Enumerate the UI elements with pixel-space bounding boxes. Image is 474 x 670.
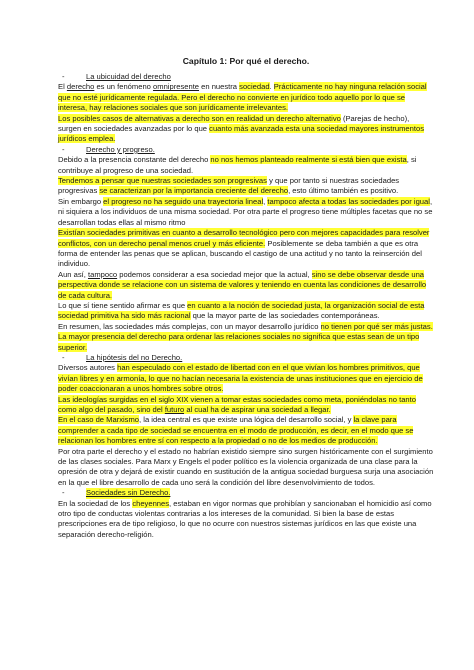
highlighted-text: Prácticamente no hay ninguna relación social que no esté jurídicamente regulada [58, 82, 427, 102]
paragraph [58, 301, 434, 322]
highlighted-text: Los posibles casos de alternativas a derecho son en realidad un derecho alternativo [58, 113, 341, 123]
chapter-title: Capítulo 1: Por qué el derecho. [182, 56, 310, 66]
highlighted-text: en cuanto a la noción de sociedad justa, la organización social de esta sociedad primitiva ha sido más racional [58, 300, 425, 321]
text-run: (Parejas de hecho), surgen en sociedades avanzadas por lo que [58, 113, 410, 134]
highlighted-text: . La mayor presencia del derecho para ordenar las relaciones sociales no significa que estas sean de un tipo superior. [58, 321, 433, 352]
document-body [58, 72, 434, 540]
text-run: En resumen, las sociedades más complejas, con un mayor desarrollo jurídico [58, 321, 321, 331]
section-heading-text: Derecho y progreso. [86, 144, 155, 154]
text-run: , [263, 196, 268, 206]
highlighted-text: sino se debe observar desde una perspectiva donde se relacione con un sistema de valores y teniendo en cuenta las condiciones de desarrollo de cada cultura. [58, 269, 427, 300]
paragraph [58, 415, 434, 446]
text-run: Aun así, [58, 269, 88, 279]
highlighted-text: sociedad [239, 82, 270, 92]
highlighted-text: cheyennes [132, 498, 170, 508]
text-run: , si contribuye al progreso de una sociedad. [58, 155, 417, 175]
text-run: en nuestra [199, 82, 240, 92]
section-heading-text: La ubicuidad del derecho [86, 72, 171, 81]
text-run: Por otra parte el derecho y el estado no habrían existido siempre sino surgen históricamente con el surgimiento de las clases sociales. Para Marx y Engels el poder político es la violencia organizada de una clase para la opresión de otra y dejará de existir cuando en sustitución de la antigua sociedad burguesa surja una asociación en la que el libre desarrollo de cada uno será la condición del libre desenvolvimiento de todos. [58, 446, 434, 487]
highlighted-text: En el caso de Marxismo [58, 415, 140, 425]
text-run: , ni siquiera a los individuos de una misma sociedad. Por otra parte el progreso tiene múltiples facetas que no se desarrollan todas ellas al mismo ritmo [58, 196, 433, 227]
list-dash: - [62, 72, 65, 81]
text-run: . [269, 82, 274, 92]
text-run: , estaban en vigor normas que prohibían y sancionaban el homicidio así como otro tipo de conductas violentas contrarias a los intereses de la comunidad. Si bien la base de estas prescripciones era de tipo religioso, lo que no ocurre con nuestros sistemas jurídicos en las que existe una separación derecho-religión. [58, 498, 432, 539]
highlighted-text: Tendemos a pensar que nuestras sociedades son progresivas [58, 176, 267, 186]
section-heading [58, 488, 434, 498]
text-run: y que por tanto si nuestras sociedades progresivas [58, 176, 400, 196]
highlighted-text: el progreso no ha seguido una trayectoria lineal [103, 196, 264, 206]
paragraph [58, 499, 434, 541]
text-run: tampoco [87, 269, 118, 279]
text-run: Lo que sí tiene sentido afirmar es que [58, 300, 188, 310]
paragraph [58, 363, 434, 394]
text-run: , la idea central es que existe una lógica del desarrollo social, y [139, 415, 354, 425]
highlighted-text: Existían sociedades primitivas en cuanto a desarrollo tecnológico pero con mejores capacidades para resolver conflictos, con un derecho penal menos cruel y más eficiente. [58, 228, 430, 248]
text-run: Posiblemente se deba también a que es otra forma de entender las penas que se aplican, buscando el castigo de una actitud y no tanto la reinserción del individuo. [58, 238, 422, 269]
highlighted-text: tampoco afecta a todas las sociedades por igual [267, 196, 430, 206]
section-heading-text: La hipótesis del no Derecho. [86, 352, 183, 362]
text-run: Diversos autores [58, 363, 118, 373]
text-run: derecho [66, 82, 95, 92]
paragraph [58, 447, 434, 489]
highlighted-text: no nos hemos planteado realmente si está bien que exista [210, 155, 407, 165]
section-heading [58, 145, 434, 155]
paragraph [58, 114, 434, 145]
highlighted-text: al cual ha de aspirar una sociedad a llegar. [184, 405, 331, 414]
text-run: El [58, 82, 67, 92]
highlighted-text: no tienen por qué ser más justas [320, 321, 431, 331]
section-heading [58, 72, 434, 82]
text-run: es un fenómeno [94, 82, 154, 92]
paragraph [58, 395, 434, 416]
list-dash: - [62, 352, 65, 362]
text-run: , esto último también es positivo. [288, 186, 399, 196]
section-heading [58, 353, 434, 363]
paragraph [58, 82, 434, 113]
text-run: En la sociedad de los [58, 498, 133, 508]
highlighted-text: Las ideologías surgidas en el siglo XIX vienen a tomar estas sociedades como meta, poniéndolas no tanto como algo del pasado, sino del [58, 394, 416, 414]
paragraph [58, 176, 434, 197]
highlighted-text: han especulado con el estado de libertad con en el que vivían los hombres primitivos, que vivían libres y en armonía, lo que no hacían necesaria la existencia de unas instituciones que en ejercicio de poder coaccionaran a unos hombres sobre otros. [58, 363, 423, 394]
paragraph [58, 270, 434, 301]
paragraph [58, 228, 434, 270]
text-run: que la mayor parte de las sociedades contemporáneas. [190, 311, 380, 321]
text-run: Debido a la presencia constante del derecho [58, 155, 211, 165]
list-dash: - [62, 488, 65, 498]
paragraph [58, 155, 434, 176]
highlighted-text: cuanto más avanzada esta una sociedad mayores instrumentos jurídicos emplea. [58, 124, 424, 144]
highlighted-text: la clave para comprender a cada tipo de sociedad se encuentra en el modo de producción, es decir, en el modo que se relacionan los hombres entre sí con respecto a la propiedad o no de los medios de producción. [58, 415, 414, 446]
paragraph [58, 197, 434, 228]
highlighted-text: futuro [164, 405, 185, 414]
list-dash: - [62, 144, 65, 154]
section-heading-text: Sociedades sin Derecho. [86, 488, 171, 498]
text-run: podemos considerar a esa sociedad mejor que la actual, [117, 269, 312, 279]
highlighted-text: se caracterizan por la importancia creciente del derecho [99, 186, 289, 196]
text-run: Sin embargo [58, 196, 104, 206]
highlighted-text: . Pero el derecho no convierte en jurídico todo aquello por lo que se interesa, hay relaciones sociales que son jurídicamente irrelevantes. [58, 92, 406, 113]
paragraph [58, 322, 434, 353]
text-run: omnipresente [153, 82, 200, 92]
